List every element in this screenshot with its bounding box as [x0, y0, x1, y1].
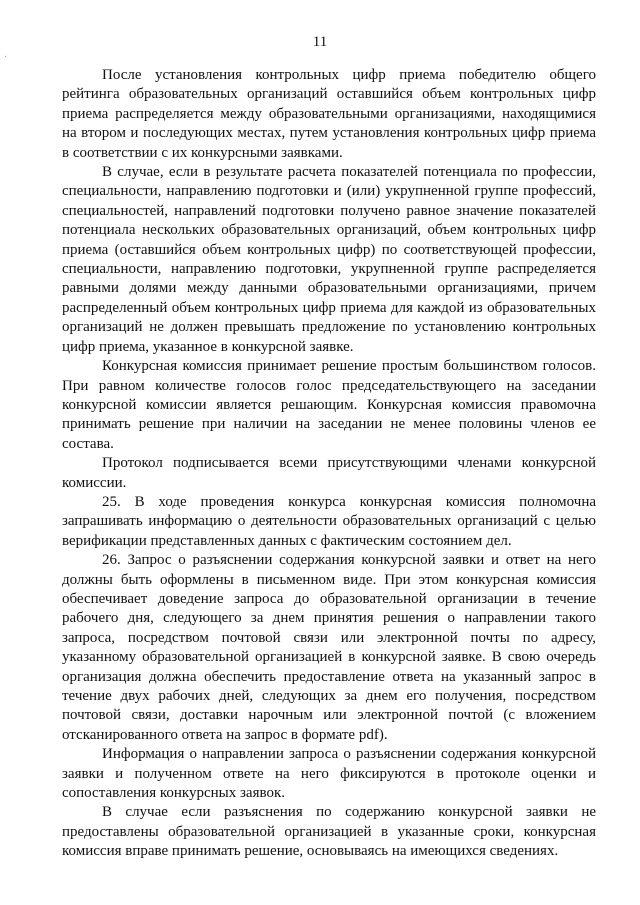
page-number: 11: [312, 34, 328, 50]
margin-mark: ·: [4, 52, 8, 63]
paragraph-equal-potential: В случае, если в результате расчета показателей потенциала по профессии, специальности, направлению подготовки и (или) укрупненной группе профессий, специальностей, направлений подготовки получено равное значение показателей потенциала нескольких образовательных организаций, объем контрольных цифр приема (оставшийся объем контрольных цифр) по соответствующей профессии, специальности, направлению подготовки, укрупненной группе распределяется равными долями между данными образовательными организациями, причем распределенный объем контрольных цифр приема для каждой из образовательных организаций не должен превышать предложение по установлению контрольных цифр приема, указанное в конкурсной заявке.: [62, 164, 596, 355]
document-body: [62, 66, 596, 862]
paragraph-request-info: Информация о направлении запроса о разъяснении содержания конкурсной заявки и полученном ответе на него фиксируются в протоколе оценки и сопоставления конкурсных заявок.: [62, 746, 596, 802]
paragraph-no-clarification: В случае если разъяснения по содержанию конкурсной заявки не предоставлены образовательной организацией в указанные сроки, конкурсная комиссия вправе принимать решение, основываясь на имеющихся сведениях.: [62, 804, 596, 860]
paragraph-quota-distribution: После установления контрольных цифр приема победителю общего рейтинга образовательных организаций оставшийся объем контрольных цифр приема распределяется между образовательными организациями, находящимися на втором и последующих местах, путем установления контрольных цифр приема в соответствии с их конкурсными заявками.: [62, 67, 596, 161]
paragraph-protocol-signing: Протокол подписывается всеми присутствующими членами конкурсной комиссии.: [62, 455, 596, 491]
paragraph-clause-25: 25. В ходе проведения конкурса конкурсная комиссия полномочна запрашивать информацию о деятельности образовательных организаций с целью верификации представленных данных с фактическим состоянием дел.: [62, 493, 596, 549]
paragraph-commission-decision: Конкурсная комиссия принимает решение простым большинством голосов. При равном количестве голосов голос председательствующего на заседании конкурсной комиссии является решающим. Конкурсная комиссия правомочна принимать решение при наличии на заседании не менее половины членов ее состава.: [62, 358, 596, 452]
paragraph-clause-26: 26. Запрос о разъяснении содержания конкурсной заявки и ответ на него должны быть оформлены в письменном виде. При этом конкурсная комиссия обеспечивает доведение запроса до образовательной организации в течение рабочего дня, следующего за днем принятия решения о направлении такого запроса, посредством почтовой связи или электронной почты по адресу, указанному образовательной организацией в конкурсной заявке. В свою очередь организация должна обеспечить предоставление ответа на указанный запрос в течение двух рабочих дней, следующих за днем его получения, посредством почтовой связи, доставки нарочным или электронной почтой (с вложением отсканированного ответа на запрос в формате pdf).: [62, 552, 596, 743]
